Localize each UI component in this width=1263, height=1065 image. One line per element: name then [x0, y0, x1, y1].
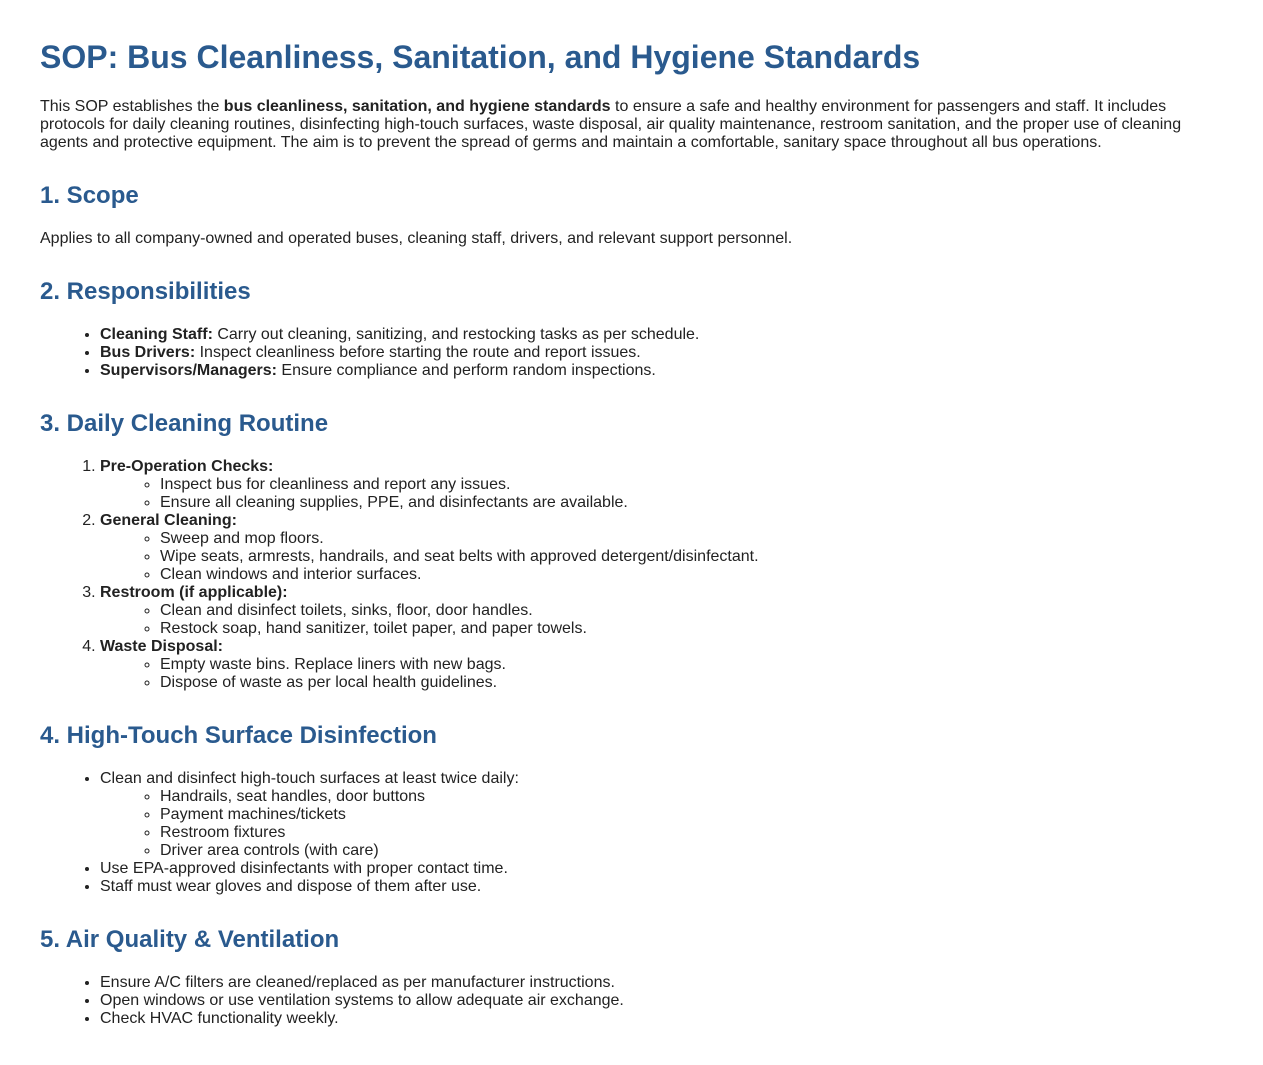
section-heading-air-quality: 5. Air Quality & Ventilation: [40, 926, 340, 953]
high-touch-subitems: [100, 788, 1223, 860]
responsibility-text: Ensure compliance and perform random inspections.: [276, 362, 656, 379]
document-page: [0, 39, 1263, 1028]
air-quality-item: • Ensure A/C filters are cleaned/replaced as per manufacturer instructions.: [100, 974, 1223, 992]
responsibility-text: Inspect cleanliness before starting the route and report issues.: [195, 344, 641, 361]
intro-text-after: to ensure a safe and healthy environment for passengers and staff. It includes protocols for daily cleaning routines, disinfecting high-touch surfaces, waste disposal, air quality maintenance, restroom sanitation, and the proper use of cleaning agents and protective equipment. The aim is to prevent the spread of germs and maintain a comfortable, sanitary space throughout all bus operations.: [40, 98, 1182, 151]
daily-step-label: Pre-Operation Checks:: [100, 458, 274, 475]
intro-text-bold: bus cleanliness, sanitation, and hygiene standards: [223, 98, 611, 115]
high-touch-item-main: [100, 770, 1223, 860]
daily-subitem: ◦ Wipe seats, armrests, handrails, and seat belts with approved detergent/disinfectant.: [160, 548, 1223, 566]
daily-subitem: ◦ Restock soap, hand sanitizer, toilet paper, and paper towels.: [160, 620, 1223, 638]
responsibility-label: Supervisors/Managers:: [100, 362, 277, 379]
high-touch-list: [40, 770, 1223, 896]
scope-text: Applies to all company-owned and operated buses, cleaning staff, drivers, and relevant support personnel.: [40, 230, 793, 247]
air-quality-item: • Open windows or use ventilation systems to allow adequate air exchange.: [100, 992, 1223, 1010]
responsibility-item-bus-drivers: [100, 344, 1223, 362]
high-touch-item: • Staff must wear gloves and dispose of them after use.: [100, 878, 1223, 896]
responsibilities-list: [40, 326, 1223, 380]
high-touch-subitem: ◦ Driver area controls (with care): [160, 842, 1223, 860]
daily-step-label: General Cleaning:: [100, 512, 237, 529]
responsibility-text: Carry out cleaning, sanitizing, and restocking tasks as per schedule.: [212, 326, 700, 343]
high-touch-subitem: ◦ Handrails, seat handles, door buttons: [160, 788, 1223, 806]
daily-step-general-cleaning: [100, 512, 1223, 584]
section-heading-high-touch: 4. High-Touch Surface Disinfection: [40, 722, 437, 749]
daily-step-subitems: [100, 530, 1223, 584]
page-title: SOP: Bus Cleanliness, Sanitation, and Hygiene Standards: [40, 39, 921, 75]
intro-text-before: This SOP establishes the: [40, 98, 224, 115]
daily-subitem: ◦ Clean and disinfect toilets, sinks, floor, door handles.: [160, 602, 1223, 620]
daily-cleaning-steps: [40, 458, 1223, 692]
daily-step-label: Restroom (if applicable):: [100, 584, 288, 601]
daily-step-pre-operation: [100, 458, 1223, 512]
daily-step-waste-disposal: [100, 638, 1223, 692]
high-touch-subitem: ◦ Payment machines/tickets: [160, 806, 1223, 824]
responsibility-label: Cleaning Staff:: [100, 326, 213, 343]
section-heading-responsibilities: 2. Responsibilities: [40, 278, 251, 305]
daily-step-subitems: [100, 602, 1223, 638]
daily-subitem: ◦ Ensure all cleaning supplies, PPE, and disinfectants are available.: [160, 494, 1223, 512]
daily-step-subitems: [100, 656, 1223, 692]
air-quality-item: • Check HVAC functionality weekly.: [100, 1010, 1223, 1028]
section-heading-daily-cleaning: 3. Daily Cleaning Routine: [40, 410, 329, 437]
air-quality-list: [40, 974, 1223, 1028]
daily-subitem: ◦ Sweep and mop floors.: [160, 530, 1223, 548]
high-touch-item: • Use EPA-approved disinfectants with proper contact time.: [100, 860, 1223, 878]
daily-subitem: ◦ Clean windows and interior surfaces.: [160, 566, 1223, 584]
daily-step-label: Waste Disposal:: [100, 638, 223, 655]
responsibility-label: Bus Drivers:: [100, 344, 196, 361]
daily-step-restroom: [100, 584, 1223, 638]
responsibility-item-supervisors: [100, 362, 1223, 380]
daily-subitem: ◦ Inspect bus for cleanliness and report any issues.: [160, 476, 1223, 494]
high-touch-subitem: ◦ Restroom fixtures: [160, 824, 1223, 842]
intro-paragraph: [40, 98, 1223, 152]
responsibility-item-cleaning-staff: [100, 326, 1223, 344]
daily-subitem: ◦ Empty waste bins. Replace liners with new bags.: [160, 656, 1223, 674]
daily-subitem: ◦ Dispose of waste as per local health guidelines.: [160, 674, 1223, 692]
daily-step-subitems: [100, 476, 1223, 512]
section-heading-scope: 1. Scope: [40, 182, 139, 209]
high-touch-main-text: Clean and disinfect high-touch surfaces at least twice daily:: [100, 770, 519, 787]
